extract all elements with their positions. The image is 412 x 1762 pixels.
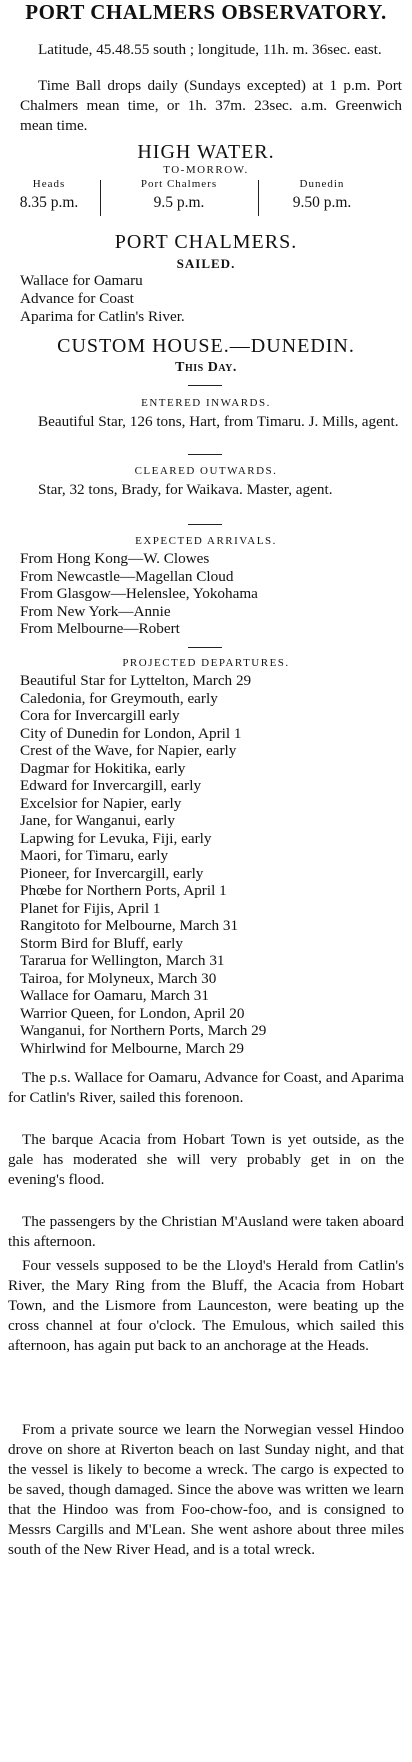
list-item: Wanganui, for Northern Ports, March 29 [20, 1022, 267, 1039]
list-item: City of Dunedin for London, April 1 [20, 724, 242, 742]
tide-port-chalmers [106, 176, 252, 214]
tide-label: Dunedin [299, 178, 345, 190]
news-paragraph: The p.s. Wallace for Oamaru, Advance for Coast, and Aparima for Catlin's River, sailed this forenoon. [8, 1069, 404, 1106]
custom-house-title: CUSTOM HOUSE.—DUNEDIN. [57, 335, 355, 357]
tide-time: 9.5 p.m. [153, 194, 205, 211]
arrivals-heading: EXPECTED ARRIVALS. [135, 535, 277, 547]
list-item: Maori, for Timaru, early [20, 847, 169, 864]
entered-heading: ENTERED INWARDS. [141, 397, 271, 409]
list-item: From Newcastle—Magellan Cloud [20, 567, 234, 585]
list-item: Storm Bird for Bluff, early [20, 934, 183, 952]
list-item: Advance for Coast [20, 290, 134, 307]
list-item: Lapwing for Levuka, Fiji, early [20, 829, 212, 847]
list-item: From New York—Annie [20, 602, 171, 620]
list-item: Dagmar for Hokitika, early [20, 759, 186, 777]
high-water-subtitle: TO-MORROW. [163, 164, 249, 176]
list-item: Excelsior for Napier, early [20, 794, 182, 812]
list-item: From Glasgow—Helenslee, Yokohama [20, 585, 258, 602]
list-item: Edward for Invercargill, early [20, 777, 202, 794]
list-item: From Hong Kong—W. Clowes [20, 550, 210, 567]
sailed-subtitle: SAILED. [176, 256, 236, 271]
list-item: Whirlwind for Melbourne, March 29 [20, 1039, 244, 1057]
list-item: Warrior Queen, for London, April 20 [20, 1004, 245, 1022]
latitude-text: Latitude, 45.48.55 south ; longitude, 11h. m. 36sec. east. [38, 41, 382, 58]
list-item: Cora for Invercargill early [20, 707, 180, 724]
list-item: Planet for Fijis, April 1 [20, 899, 161, 917]
port-chalmers-title: PORT CHALMERS. [114, 231, 298, 253]
news-paragraph: Four vessels supposed to be the Lloyd's Herald from Catlin's River, the Mary Ring from the Bluff, the Acacia from Hobart Town, and the Lismore from Launceston, were beating up the cross channel at four o'clock. The Emulous, which sailed this afternoon, has again put back to an anchorage at the Heads. [8, 1257, 404, 1354]
list-item: Caledonia, for Greymouth, early [20, 689, 218, 707]
news-paragraph: The barque Acacia from Hobart Town is yet outside, as the gale has moderated she will very probably get in on the evening's flood. [8, 1131, 404, 1188]
list-item: Wallace for Oamaru, March 31 [20, 987, 209, 1004]
tide-label: Port Chalmers [140, 178, 218, 190]
list-item: Beautiful Star for Lyttelton, March 29 [20, 672, 252, 689]
sailed-list [20, 272, 412, 326]
divider-rule [188, 385, 222, 386]
observatory-title: PORT CHALMERS OBSERVATORY. [25, 0, 387, 24]
this-day-subtitle: This Day. [175, 360, 237, 375]
timeball-text: Time Ball drops daily (Sundays excepted) at 1 p.m. Port Chalmers mean time, or 1h. 37m. 23sec. a.m. Greenwich mean time. [20, 77, 402, 134]
list-item: Wallace for Oamaru [20, 272, 143, 289]
tide-time: 9.50 p.m. [292, 194, 352, 211]
list-item: Crest of the Wave, for Napier, early [20, 742, 237, 759]
list-item: Rangitoto for Melbourne, March 31 [20, 917, 239, 934]
tide-dunedin [264, 176, 380, 214]
divider-rule [188, 647, 222, 648]
list-item: Phœbe for Northern Ports, April 1 [20, 882, 227, 899]
news-paragraph: From a private source we learn the Norwegian vessel Hindoo drove on shore at Riverton beach on last Sunday night, and that the vessel is likely to become a wreck. The cargo is expected to be saved, though damaged. Since the above was written we learn that the Hindoo was from Foo-chow-foo, and is consigned to Messrs Cargills and M'Lean. She went ashore about three miles south of the New River Head, and is a total wreck. [8, 1421, 404, 1558]
column-divider [100, 180, 101, 216]
list-item: Tararua for Wellington, March 31 [20, 952, 225, 969]
tide-heads [4, 176, 94, 214]
cleared-text: Star, 32 tons, Brady, for Waikava. Master, agent. [38, 481, 333, 498]
news-paragraph: The passengers by the Christian M'Ausland were taken aboard this afternoon. [8, 1213, 404, 1250]
list-item: Tairoa, for Molyneux, March 30 [20, 969, 217, 987]
entered-text: Beautiful Star, 126 tons, Hart, from Timaru. J. Mills, agent. [38, 413, 399, 430]
high-water-title: HIGH WATER. [137, 141, 275, 163]
tide-table [0, 176, 412, 220]
arrivals-list [20, 550, 412, 638]
divider-rule [188, 524, 222, 525]
cleared-heading: CLEARED OUTWARDS. [134, 465, 278, 477]
column-divider [258, 180, 259, 216]
departures-heading: PROJECTED DEPARTURES. [122, 657, 290, 669]
list-item: Pioneer, for Invercargill, early [20, 864, 204, 882]
list-item: From Melbourne—Robert [20, 620, 180, 637]
tide-time: 8.35 p.m. [19, 194, 79, 211]
tide-label: Heads [32, 178, 66, 190]
list-item: Aparima for Catlin's River. [20, 308, 185, 325]
departures-list [20, 672, 412, 1057]
list-item: Jane, for Wanganui, early [20, 812, 175, 829]
divider-rule [188, 454, 222, 455]
